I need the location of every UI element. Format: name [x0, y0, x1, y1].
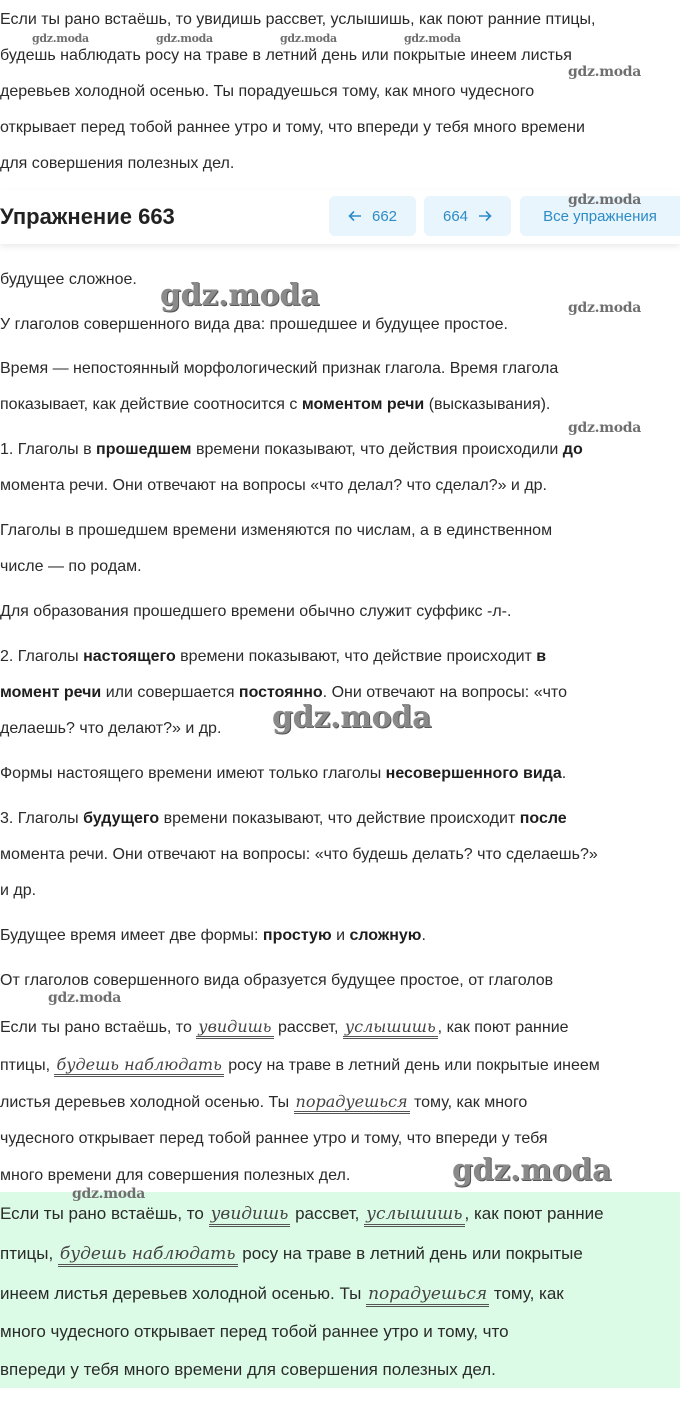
- handwritten-verb: увидишь: [209, 1204, 291, 1227]
- intro-line: Если ты рано встаёшь, то увидишь рассвет, услышишь, как поют ранние птицы,: [0, 11, 596, 28]
- answer-line: инеем листья деревьев холодной осенью. Ты порадуешься тому, как: [0, 1274, 680, 1314]
- theory-line: делаешь? что делают?» и др.: [0, 720, 222, 737]
- next-exercise-button[interactable]: [424, 196, 511, 236]
- handwritten-verb: порадуешься: [294, 1092, 410, 1114]
- theory-line: числе — по родам.: [0, 558, 142, 575]
- theory-line: момента речи. Они отвечают на вопросы: «что будешь делать? что сделаешь?»: [0, 846, 598, 863]
- handwritten-verb: порадуешься: [366, 1284, 489, 1307]
- watermark: gdz.moda: [568, 300, 642, 316]
- theory-line: и др.: [0, 882, 37, 899]
- theory-line: будущее сложное.: [0, 271, 137, 288]
- example-line: листья деревьев холодной осенью. Ты порадуешься тому, как много: [0, 1085, 680, 1121]
- watermark: gdz.moda: [272, 700, 432, 735]
- arrow-right-icon: [478, 209, 492, 223]
- answer-line: много чудесного открывает перед тобой раннее утро и тому, что: [0, 1322, 509, 1341]
- handwritten-verb: увидишь: [196, 1017, 273, 1039]
- theory-line: 2. Глаголы настоящего времени показывают, что действие происходит в: [0, 648, 547, 665]
- intro-line: открывает перед тобой раннее утро и тому, что впереди у тебя много времени: [0, 119, 585, 136]
- watermark: gdz.moda: [568, 192, 642, 208]
- theory-line: показывает, как действие соотносится с моментом речи (высказывания).: [0, 396, 551, 413]
- watermark: gdz.moda: [32, 32, 89, 45]
- answer-block: [0, 1192, 680, 1388]
- intro-line: будешь наблюдать росу на траве в летний день или покрытые инеем листья: [0, 47, 572, 64]
- theory-line: момента речи. Они отвечают на вопросы «что делал? что сделал?» и др.: [0, 477, 547, 494]
- example-line: чудесного открывает перед тобой раннее утро и тому, что впереди у тебя: [0, 1130, 548, 1147]
- prev-exercise-button[interactable]: [329, 196, 416, 236]
- watermark: gdz.moda: [452, 1153, 612, 1188]
- prev-exercise-label: 662: [371, 207, 398, 225]
- watermark: gdz.moda: [156, 32, 213, 45]
- theory-line: 1. Глаголы в прошедшем времени показывают, что действия происходили до: [0, 441, 583, 458]
- answer-line: впереди у тебя много времени для совершения полезных дел.: [0, 1360, 496, 1379]
- intro-line: для совершения полезных дел.: [0, 155, 235, 172]
- handwritten-verb: услышишь: [343, 1017, 438, 1039]
- handwritten-verb: будешь наблюдать: [58, 1244, 238, 1267]
- intro-line: деревьев холодной осенью. Ты порадуешься тому, как много чудесного: [0, 83, 535, 100]
- example-line: птицы, будешь наблюдать росу на траве в летний день или покрытые инеем: [0, 1048, 680, 1084]
- theory-line: 3. Глаголы будущего времени показывают, что действие происходит после: [0, 810, 567, 827]
- theory-line: Будущее время имеет две формы: простую и сложную.: [0, 927, 426, 944]
- page-title: Упражнение 663: [0, 204, 175, 229]
- watermark: gdz.moda: [568, 64, 642, 80]
- all-exercises-label: Все упражнения: [543, 207, 657, 225]
- watermark: gdz.moda: [72, 1186, 146, 1202]
- watermark: gdz.moda: [568, 420, 642, 436]
- theory-line: Глаголы в прошедшем времени изменяются по числам, а в единственном: [0, 522, 553, 539]
- arrow-left-icon: [348, 209, 362, 223]
- theory-line: Время — непостоянный морфологический признак глагола. Время глагола: [0, 360, 559, 377]
- handwritten-verb: услышишь: [364, 1204, 464, 1227]
- next-exercise-label: 664: [442, 207, 469, 225]
- answer-line: Если ты рано встаёшь, то увидишь рассвет, услышишь , как поют ранние: [0, 1194, 680, 1234]
- answer-line: птицы, будешь наблюдать росу на траве в летний день или покрытые: [0, 1234, 680, 1274]
- theory-line: От глаголов совершенного вида образуется будущее простое, от глаголов: [0, 972, 554, 989]
- handwritten-verb: будешь наблюдать: [54, 1055, 223, 1077]
- example-line: Если ты рано встаёшь, то увидишь рассвет, услышишь , как поют ранние: [0, 1010, 680, 1046]
- theory-line: Формы настоящего времени имеют только глаголы несовершенного вида.: [0, 765, 567, 782]
- watermark: gdz.moda: [48, 990, 122, 1006]
- watermark: gdz.moda: [280, 32, 337, 45]
- watermark: gdz.moda: [160, 278, 320, 313]
- theory-line: У глаголов совершенного вида два: прошедшее и будущее простое.: [0, 316, 508, 333]
- watermark: gdz.moda: [404, 32, 461, 45]
- example-line: много времени для совершения полезных дел.: [0, 1167, 351, 1184]
- theory-line: Для образования прошедшего времени обычно служит суффикс -л-.: [0, 603, 512, 620]
- theory-line: момент речи или совершается постоянно. Они отвечают на вопросы: «что: [0, 684, 567, 701]
